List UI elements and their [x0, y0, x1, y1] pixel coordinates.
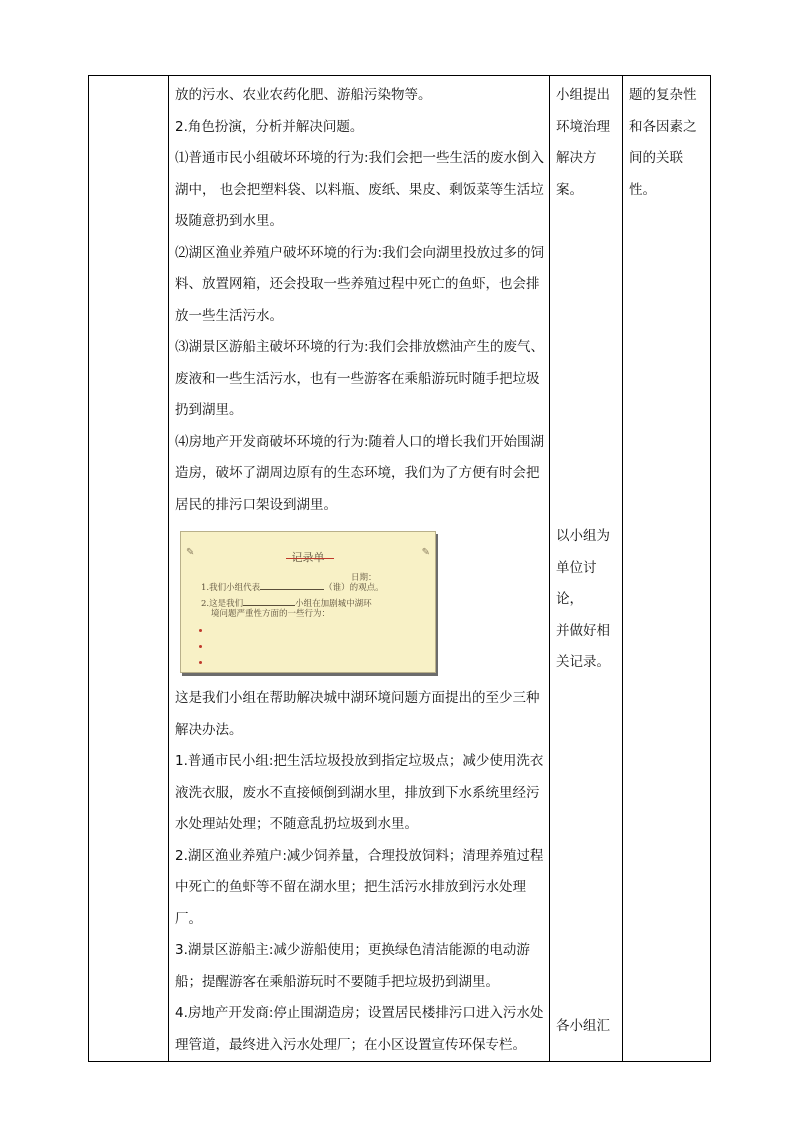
- bullet-icon: [199, 629, 202, 632]
- activity-line: 解决方案。: [556, 150, 597, 198]
- student-activity-cell: [550, 76, 623, 1062]
- content-paragraph: ⑵湖区渔业养殖户破坏环境的行为:我们会向湖里投放过多的饲料、放置网箱，还会投取一些养殖过程中死亡的鱼虾，也会排放一些生活污水。: [175, 244, 545, 324]
- pin-icon: ✎: [186, 547, 195, 558]
- bullet-icon: [199, 645, 202, 648]
- record-sheet-line: 境问题严重性方面的一些行为：: [211, 609, 331, 619]
- intent-line: 间的关联性。: [629, 150, 683, 198]
- activity-line: 并做好相: [556, 622, 610, 639]
- bullet-icon: [199, 661, 202, 664]
- content-paragraph: ⑷房地产开发商破坏环境的行为:随着人口的增长我们开始围湖造房，破坏了湖周边原有的生态环境，我们为了方便有时会把居民的排污口架设到湖里。: [175, 433, 545, 513]
- record-sheet-line: 2.这是我们 小组在加剧城中湖环: [201, 596, 372, 610]
- activity-line: 环境治理: [556, 118, 610, 135]
- activity-line: 关记录。: [556, 654, 610, 670]
- content-paragraph: ⑴普通市民小组破坏环境的行为:我们会把一些生活的废水倒入湖中， 也会把塑料袋、以料瓶、废纸、果皮、剩饭菜等生活垃圾随意扔到水里。: [175, 150, 545, 229]
- intent-line: 和各因素之: [629, 118, 697, 135]
- content-paragraph: 2.角色扮演，分析并解决问题。: [175, 118, 364, 135]
- activity-line: 以小组为: [556, 528, 610, 544]
- activity-line: 各小组汇: [556, 1018, 610, 1034]
- content-paragraph: ⑶湖景区游船主破坏环境的行为:我们会排放燃油产生的废气、废液和一些生活污水，也有一些游客在乘船游玩时随手把垃圾扔到湖里。: [175, 339, 545, 418]
- record-sheet-line: 1.我们小组代表 （谁）的观点。: [201, 580, 384, 594]
- blank-line: [260, 580, 324, 590]
- record-sheet-date: 日期：: [351, 573, 377, 583]
- content-paragraph: 这是我们小组在帮助解决城中湖环境问题方面提出的至少三种解决办法。: [175, 690, 540, 738]
- teaching-content-cell: [169, 76, 550, 1062]
- activity-line: 单位讨论，: [556, 559, 597, 607]
- lesson-table: [88, 75, 711, 1062]
- title-underline: [286, 558, 334, 559]
- pin-icon: ✎: [421, 547, 430, 558]
- blank-line: [243, 596, 295, 606]
- design-intent-cell: [623, 76, 711, 1062]
- record-sheet-title: 记录单: [291, 551, 325, 564]
- record-sheet-image: [180, 531, 436, 673]
- phase-cell: [89, 76, 169, 1062]
- content-paragraph: 1.普通市民小组:把生活垃圾投放到指定垃圾点；减少使用洗衣液洗衣服，废水不直接倾倒到湖水里，排放到下水系统里经污水处理站处理；不随意乱扔垃圾到水里。: [175, 753, 544, 832]
- activity-line: 小组提出: [556, 87, 610, 103]
- table-row: [89, 76, 711, 1062]
- intent-line: 题的复杂性: [629, 87, 697, 103]
- content-paragraph: 2.湖区渔业养殖户:减少饲养量，合理投放饲料；清理养殖过程中死亡的鱼虾等不留在湖水里；把生活污水排放到污水处理厂。: [175, 847, 544, 927]
- content-paragraph: 4.房地产开发商:停止围湖造房；设置居民楼排污口进入污水处理管道，最终进入污水处理厂；在小区设置宣传环保专栏。: [175, 1005, 544, 1053]
- content-paragraph: 放的污水、农业农药化肥、游船污染物等。: [175, 87, 432, 103]
- content-paragraph: 3.湖景区游船主:减少游船使用；更换绿色清洁能源的电动游船；提醒游客在乘船游玩时不要随手把垃圾扔到湖里。: [175, 942, 530, 990]
